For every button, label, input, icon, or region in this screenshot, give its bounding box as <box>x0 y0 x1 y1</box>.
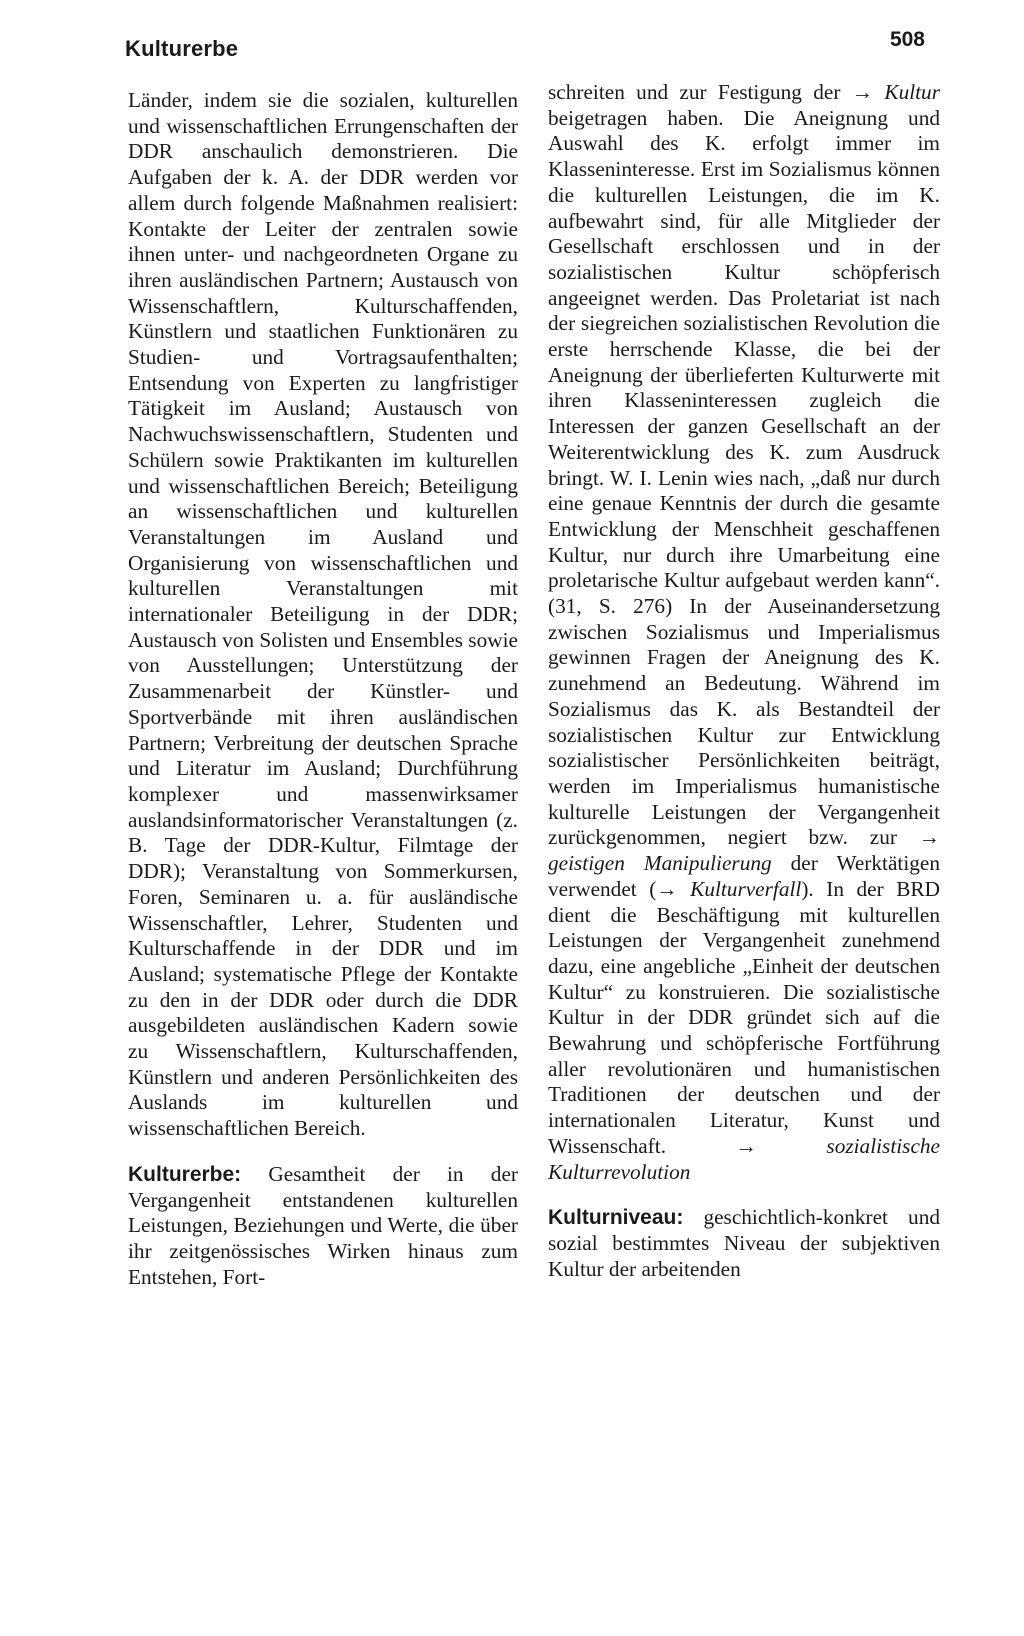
text-segment: schreiten und zur Festigung der <box>548 80 852 104</box>
cross-reference-arrow-icon: → <box>851 80 874 104</box>
running-head: Kulturerbe <box>125 36 239 61</box>
text-segment: ). In der BRD dient die Beschäftigung mit kulturellen Leistungen der Vergangenheit zunehmend dazu, eine angebliche „Einheit der deutschen Kultur“ zu konstruieren. Die sozialistische Kultur in der DDR gründet sich auf die Bewahrung und schöpferische Fortführung aller revolutionären und humanistischen Traditionen der deutschen und der internationalen Literatur, Kunst und Wissenschaft. <box>548 876 940 1158</box>
page-number: 508 <box>889 28 925 51</box>
entry-kulturniveau <box>548 1205 940 1282</box>
cross-reference-arrow-icon: → <box>735 1133 757 1158</box>
entry-kulturerbe-text: Gesamtheit der in der Vergangenheit entstandenen kulturellen Leistungen, Beziehungen und Werte, die über ihr zeitgenössisches Wirken hinaus zum Entstehen, Fort- <box>128 1161 518 1289</box>
cross-reference-manipulierung[interactable]: geistigen Manipulierung <box>548 851 772 876</box>
text-segment: beigetragen haben. Die Aneignung und Auswahl des K. erfolgt immer im Klasseninteresse. Erst im Sozialismus können die kulturellen Leistungen, die im K. aufbewahrt sind, für alle Mitglieder der Gesellschaft erschlossen und in der sozialistischen Kultur schöpferisch angeeignet werden. Das Proletariat ist nach der siegreichen sozialistischen Revolution die erste herrschende Klasse, die bei der Aneignung der überlieferten Kulturwerte mit ihren Klasseninteressen zugleich die Interessen der ganzen Gesellschaft an der Weiterentwicklung des K. zum Ausdruck bringt. W. I. Lenin wies nach, „daß nur durch eine genaue Kenntnis der durch die gesamte Entwicklung der Menschheit geschaffenen Kultur, nur durch ihre Umarbeitung eine proletarische Kultur aufgebaut werden kann“. (31, S. 276) In der Auseinandersetzung zwischen Sozialismus und Imperialismus gewinnen Fragen der Aneignung des K. zunehmend an Bedeutung. Während im Sozialismus das K. als Bestandteil der sozialistischen Kultur zur Entwicklung sozialistischer Persönlichkeiten beiträgt, werden im Imperialismus humanistische kulturelle Leistungen der Vergangenheit zurückgenommen, negiert bzw. zur <box>548 105 940 850</box>
right-paragraph <box>548 80 940 1185</box>
cross-reference-arrow-icon: → <box>918 825 940 850</box>
entry-kulturerbe <box>128 1162 518 1291</box>
left-column <box>128 88 518 1290</box>
headword-kulturniveau: Kulturniveau: <box>548 1206 684 1230</box>
text-segment: der Werktätigen verwendet ( <box>548 851 940 901</box>
cross-reference-kultur[interactable]: Kultur <box>884 80 940 104</box>
cross-reference-arrow-icon: → <box>656 876 678 901</box>
right-column <box>548 80 940 1282</box>
left-paragraph: Länder, indem sie die sozialen, kulturellen und wissenschaftlichen Errungenschaften der DDR anschaulich demonstrieren. Die Aufgaben der k. A. der DDR werden vor allem durch folgende Maßnahmen realisiert: Kontakte der Leiter der zentralen sowie ihnen unter- und nachgeordneten Organe zu ihren ausländischen Partnern; Austausch von Wissenschaftlern, Kulturschaffenden, Künstlern und staatlichen Funktionären zu Studien- und Vortragsaufenthalten; Entsendung von Experten zu langfristiger Tätigkeit im Ausland; Austausch von Nachwuchswissenschaftlern, Studenten und Schülern sowie Praktikanten im kulturellen und wissenschaftlichen Bereich; Beteiligung an wissenschaftlichen und kulturellen Veranstaltungen im Ausland und Organisierung von wissenschaftlichen und kulturellen Veranstaltungen mit internationaler Beteiligung in der DDR; Austausch von Solisten und Ensembles sowie von Ausstellungen; Unterstützung der Zusammenarbeit der Künstler- und Sportverbände mit ihren ausländischen Partnern; Verbreitung der deutschen Sprache und Literatur im Ausland; Durchführung komplexer und massenwirksamer auslandsinformatorischer Veranstaltungen (z. B. Tage der DDR-Kultur, Filmtage der DDR); Veranstaltung von Sommerkursen, Foren, Seminaren u. a. für ausländische Wissenschaftler, Lehrer, Studenten und Kulturschaffende in der DDR und im Ausland; systematische Pflege der Kontakte zu den in der DDR oder durch die DDR ausgebildeten ausländischen Kadern sowie zu Wissenschaftlern, Kulturschaffenden, Künstlern und anderen Persönlichkeiten des Auslands im kulturellen und wissenschaftlichen Bereich. <box>128 88 518 1141</box>
cross-reference-kulturrevolution[interactable]: sozialistische Kulturrevolution <box>548 1133 940 1184</box>
cross-reference-kulturverfall[interactable]: Kulturverfall <box>690 876 802 901</box>
headword-kulturerbe: Kulturerbe: <box>128 1162 242 1186</box>
entry-kulturniveau-text: geschichtlich-konkret und sozial bestimmtes Niveau der subjektiven Kultur der arbeitenden <box>548 1205 940 1281</box>
